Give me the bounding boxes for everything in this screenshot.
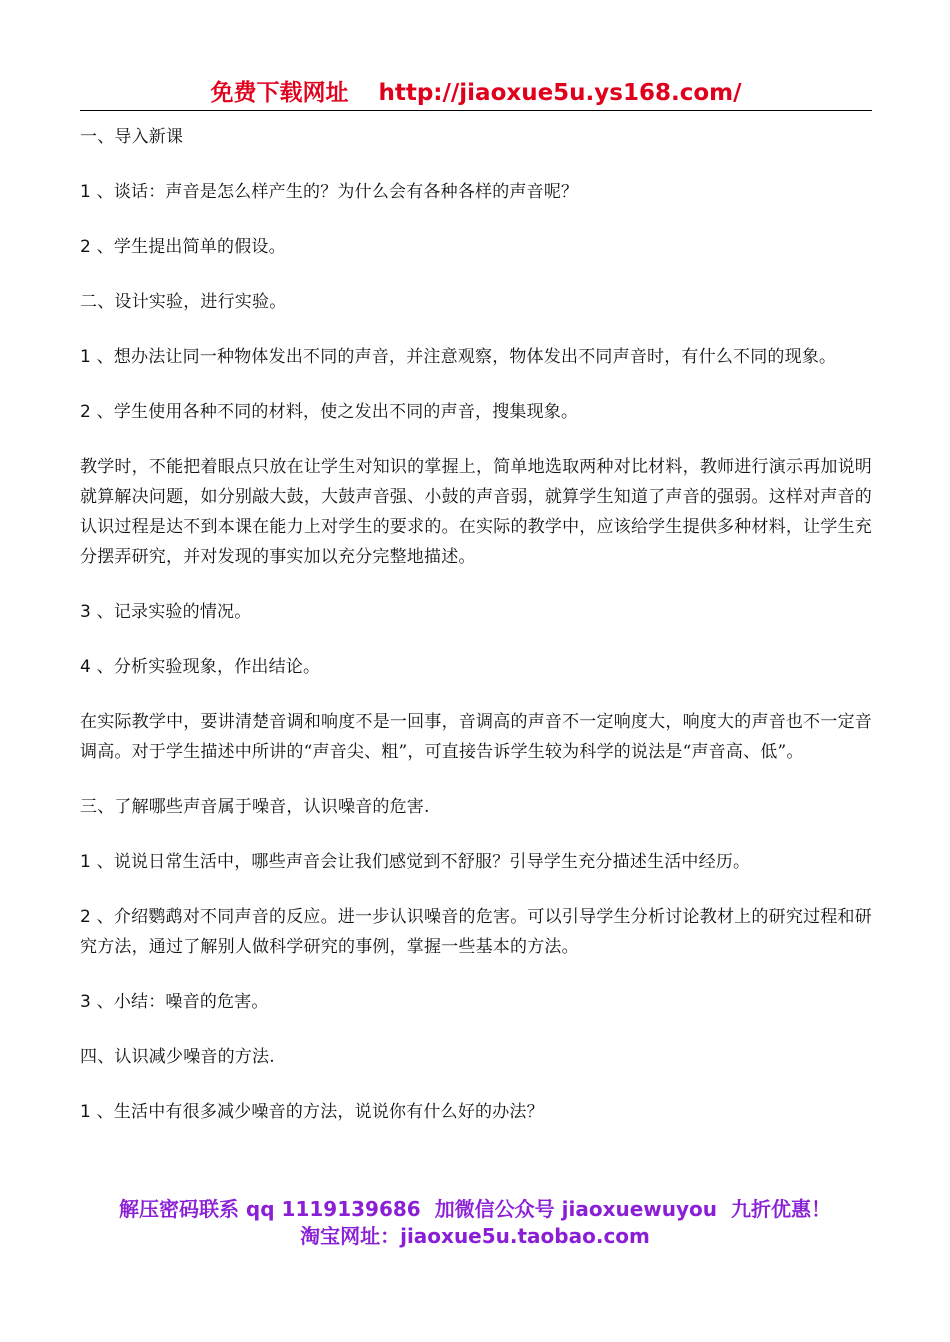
header-label: 免费下载网址 <box>210 80 349 106</box>
taobao-link[interactable]: 淘宝网址：jiaoxue5u.taobao.com <box>300 1224 650 1248</box>
paragraph: 在实际教学中，要讲清楚音调和响度不是一回事，音调高的声音不一定响度大，响度大的声音也不一定音调高。对于学生描述中所讲的“声音尖、粗”，可直接告诉学生较为科学的说法是“声音高、低”。 <box>80 712 872 762</box>
paragraph: 二、设计实验，进行实验。 <box>80 292 287 312</box>
paragraph: 一、导入新课 <box>80 127 184 147</box>
paragraph: 1 、谈话：声音是怎么样产生的？为什么会有各种各样的声音呢？ <box>80 182 579 202</box>
footer-line-contact <box>0 1196 950 1223</box>
paragraph: 1 、想办法让同一种物体发出不同的声音，并注意观察，物体发出不同声音时，有什么不同的现象。 <box>80 347 837 367</box>
paragraph: 三、了解哪些声音属于噪音，认识噪音的危害. <box>80 797 430 817</box>
wechat-account: 加微信公众号 jiaoxuewuyou <box>434 1197 718 1221</box>
paragraph: 1 、生活中有很多减少噪音的方法，说说你有什么好的办法？ <box>80 1102 544 1122</box>
paragraph: 四、认识减少噪音的方法. <box>80 1047 275 1067</box>
header-url-link[interactable]: http://jiaoxue5u.ys168.com/ <box>378 80 742 106</box>
paragraph: 4 、分析实验现象，作出结论。 <box>80 657 321 677</box>
paragraph: 教学时，不能把着眼点只放在让学生对知识的掌握上，简单地选取两种对比材料，教师进行演示再加说明就算解决问题，如分别敲大鼓，大鼓声音强、小鼓的声音弱，就算学生知道了声音的强弱。这样对声音的认识过程是达不到本课在能力上对学生的要求的。在实际的教学中，应该给学生提供多种材料，让学生充分摆弄研究，并对发现的事实加以充分完整地描述。 <box>80 457 872 567</box>
paragraph: 2 、学生使用各种不同的材料，使之发出不同的声音，搜集现象。 <box>80 402 579 422</box>
paragraph: 1 、说说日常生活中，哪些声音会让我们感觉到不舒服？引导学生充分描述生活中经历。 <box>80 852 751 872</box>
paragraph: 3 、记录实验的情况。 <box>80 602 252 622</box>
download-header <box>80 78 872 111</box>
promo-footer <box>0 1196 950 1250</box>
document-body <box>80 122 872 1152</box>
paragraph: 3 、小结：噪音的危害。 <box>80 992 269 1012</box>
contact-qq: 解压密码联系 qq 1119139686 <box>118 1197 421 1221</box>
discount-note: 九折优惠！ <box>731 1197 832 1221</box>
paragraph: 2 、介绍鹦鹉对不同声音的反应。进一步认识噪音的危害。可以引导学生分析讨论教材上的研究过程和研究方法，通过了解别人做科学研究的事例，掌握一些基本的方法。 <box>80 907 872 957</box>
paragraph: 2 、学生提出简单的假设。 <box>80 237 286 257</box>
